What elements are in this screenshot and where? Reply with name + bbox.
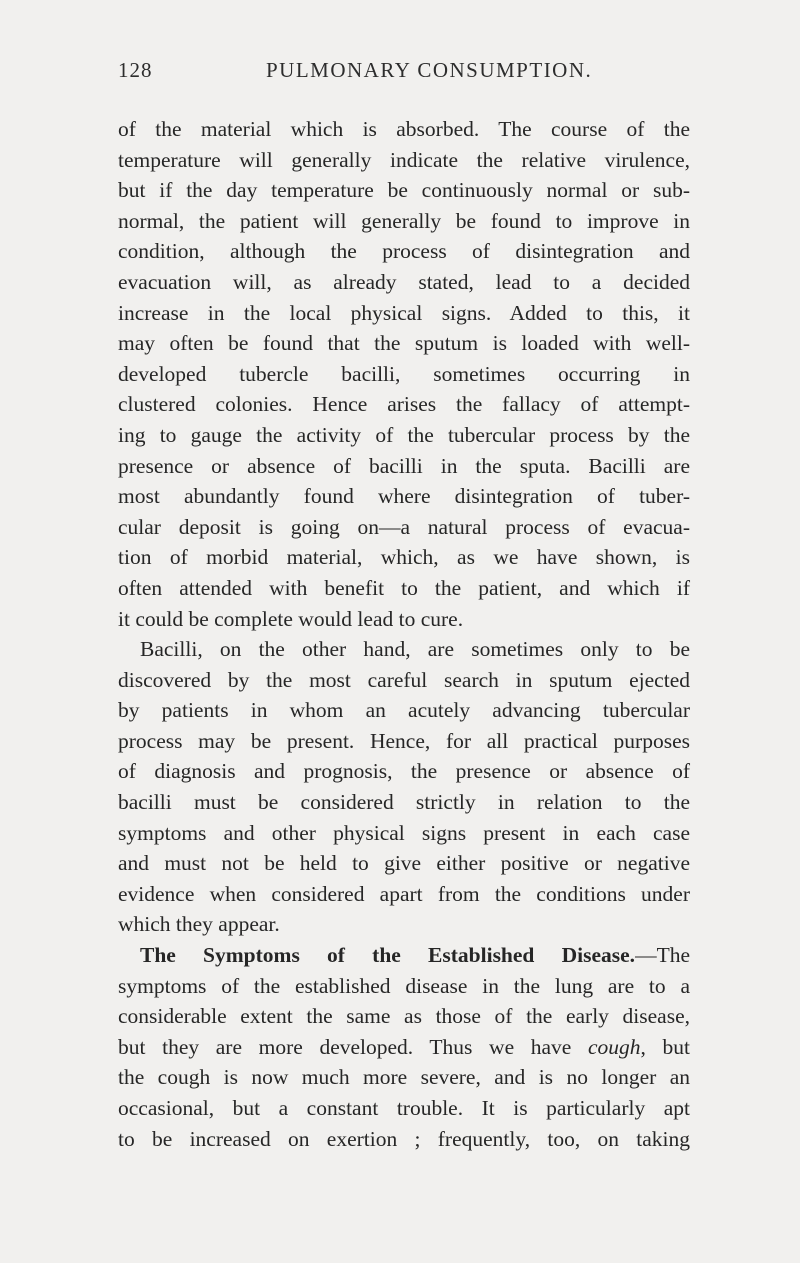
text-line: and must not be held to give either positive or negative (118, 851, 690, 876)
text-line: presence or absence of bacilli in the sputa. Bacilli are (118, 453, 690, 478)
text-line: condition, although the process of disintegration and (118, 239, 690, 264)
text-line-cough (118, 1032, 690, 1063)
text-line: by patients in whom an acutely advancing tubercular (118, 698, 690, 723)
text-line: which they appear. (118, 912, 280, 937)
text-line: tion of morbid material, which, as we have shown, is (118, 545, 690, 570)
text-line: of the material which is absorbed. The course of the (118, 117, 690, 141)
text-line: evidence when considered apart from the conditions under (118, 881, 690, 906)
text-line: the cough is now much more severe, and is no longer an (118, 1065, 690, 1090)
section-heading: The Symptoms of the Established Disease. (140, 943, 636, 968)
text-line: evacuation will, as already stated, lead to a decided (118, 269, 690, 294)
text-line: bacilli must be considered strictly in relation to the (118, 790, 690, 815)
text-line: to be increased on exertion ; frequently, too, on taking (118, 1126, 690, 1151)
text-line: ing to gauge the activity of the tubercular process by the (118, 422, 690, 447)
text-line: symptoms and other physical signs present in each case (118, 820, 690, 845)
text-line: most abundantly found where disintegration of tuber- (118, 484, 690, 509)
text-line: may often be found that the sputum is loaded with well- (118, 331, 690, 356)
text-line: discovered by the most careful search in sputum ejected (118, 667, 690, 692)
section-heading-line (118, 940, 690, 971)
text-line: developed tubercle bacilli, sometimes occurring in (118, 361, 690, 386)
text-line: increase in the local physical signs. Added to this, it (118, 300, 690, 325)
text-line: it could be complete would lead to cure. (118, 606, 464, 631)
cough-line-pre: but they are more developed. Thus we have (118, 1034, 588, 1059)
text-line: clustered colonies. Hence arises the fallacy of attempt- (118, 392, 690, 417)
page-header (118, 58, 718, 92)
text-line: temperature will generally indicate the relative virulence, (118, 147, 690, 172)
cough-line-post: , but (640, 1034, 690, 1059)
text-line: normal, the patient will generally be found to improve in (118, 208, 690, 233)
page-number: 128 (118, 58, 153, 82)
cough-italic: cough (587, 1034, 641, 1059)
text-line: cular deposit is going on—a natural process of evacua- (118, 514, 690, 539)
text-line: Bacilli, on the other hand, are sometimes only to be (140, 637, 690, 662)
text-line: considerable extent the same as those of the early disease, (118, 1004, 690, 1029)
running-title: PULMONARY CONSUMPTION. (266, 58, 593, 82)
section-heading-tail: —The (635, 943, 690, 968)
text-line: of diagnosis and prognosis, the presence or absence of (118, 759, 690, 784)
text-line: but if the day temperature be continuously normal or sub- (118, 178, 690, 203)
text-line: often attended with benefit to the patient, and which if (118, 575, 690, 600)
text-line: symptoms of the established disease in the lung are to a (118, 973, 690, 998)
text-line: occasional, but a constant trouble. It is particularly apt (118, 1096, 690, 1120)
body-text (118, 114, 690, 1154)
text-line: process may be present. Hence, for all practical purposes (118, 728, 690, 753)
